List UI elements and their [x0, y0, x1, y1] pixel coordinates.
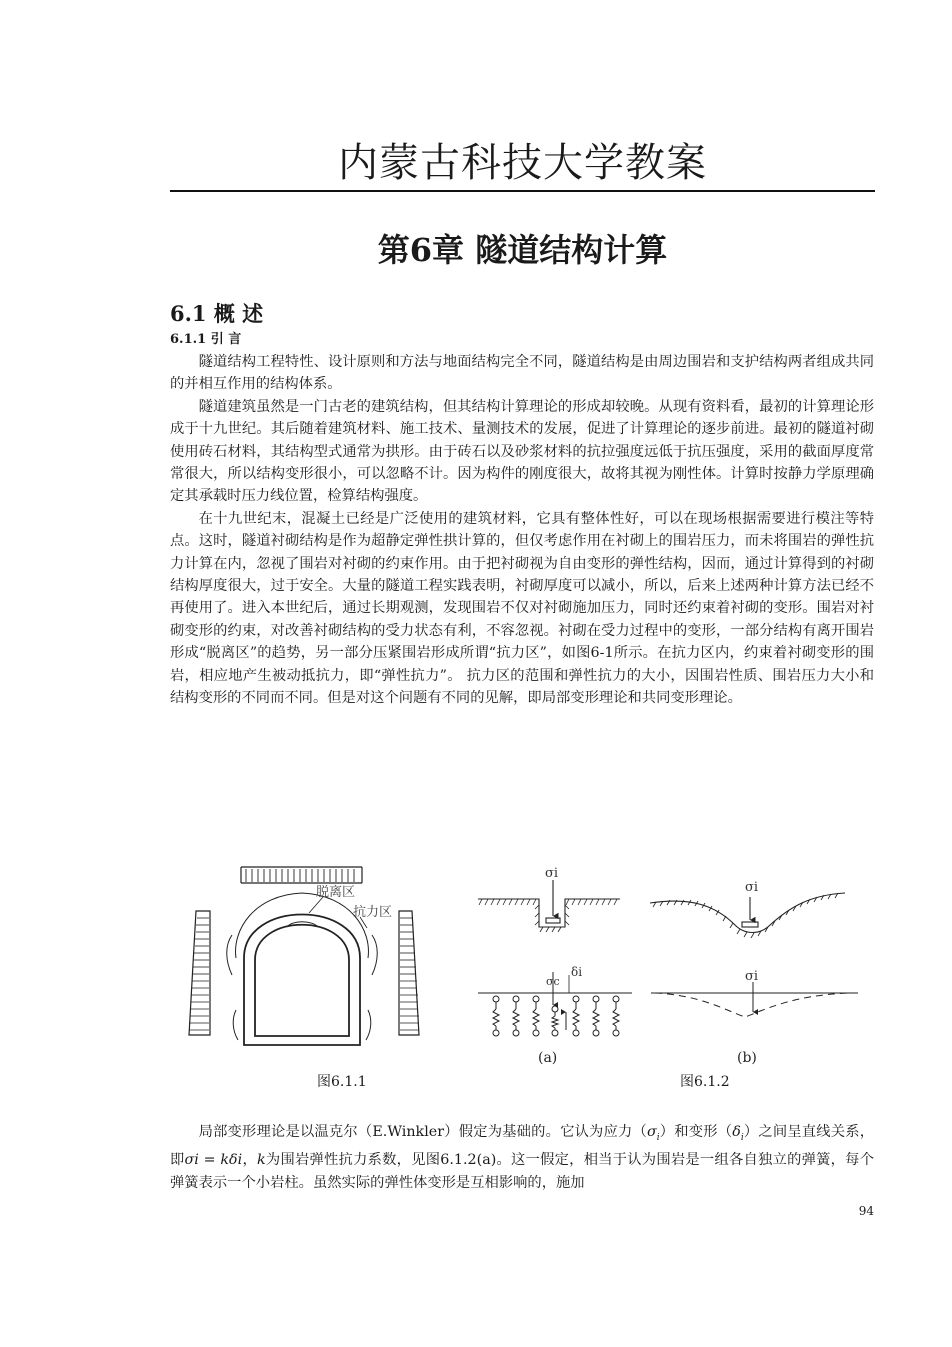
resistance-arc-left [227, 935, 232, 975]
chapter-title: 第6章 隧道结构计算 [377, 231, 668, 269]
paragraph-intro: 隧道结构工程特性、设计原则和方法与地面结构完全不同，隧道结构是由周边围岩和支护结构两者组成共同的并相互作用的结构体系。 [170, 354, 874, 393]
detach-zone-label: 脱离区 [316, 885, 356, 900]
winkler-text-1: 局部变形理论是以温克尔（E.Winkler）假定为基础的。它认为应力（ [198, 1124, 647, 1140]
delta-i-label: δi [571, 965, 583, 979]
winkler-text-4: ， [242, 1152, 258, 1169]
delta-subscript: i [740, 1132, 744, 1143]
document-header-title: 内蒙古科技大学教案 [338, 140, 707, 186]
figure-6-1-2a-top [478, 880, 620, 932]
paragraph-winkler [170, 1121, 874, 1194]
lining-inner [255, 925, 349, 1036]
winkler-formula: σi = kδi [184, 1152, 243, 1169]
resist-zone-label: 抗力区 [353, 905, 393, 920]
figure-6-1-1 [189, 867, 419, 1045]
top-load-arrows [241, 867, 362, 883]
figure-6-1-1-caption: 图6.1.1 [317, 1074, 367, 1090]
paragraph-concrete: 在十九世纪末，混凝土已经是广泛使用的建筑材料，它具有整体性好，可以在现场根据需要进行模注等特点。这时，隧道衬砌结构是作为超静定弹性拱计算的，但仅考虑作用在衬砌上的围岩压力，而未将围岩的弹性抗力计算在内，忽视了围岩对衬砌的约束作用。由于把衬砌视为自由变形的弹性结构，因而，通过计算得到的衬砌结构厚度很大，过于安全。大量的隧道工程实践表明，衬砌厚度可以减小，所以，后来上述两种计算方法已经不再使用了。进入本世纪后，通过长期观测，发现围岩不仅对衬砌施加压力，同时还约束着衬砌的变形。围岩对衬砌变形的约束，对改善衬砌结构的受力状态有利，不容忽视。衬砌在受力过程中的变形，一部分结构有离开围岩形成“脱离区”的趋势，另一部分压紧围岩形成所谓“抗力区”，如图6-1所示。在抗力区内，约束着衬砌变形的围岩，相应地产生被动抵抗力，即“弹性抗力”。 抗力区的范围和弹性抗力的大小，因围岩性质、围岩压力大小和结构变形的不同而不同。但是对这个问题有不同的见解，即局部变形理论和共同变形理论。 [170, 510, 874, 707]
figure-6-1-2b-top [650, 893, 845, 938]
figure-6-1-2b-bottom [651, 982, 858, 1017]
figure-6-1-2-caption: 图6.1.2 [680, 1074, 730, 1090]
right-side-load [399, 911, 419, 1035]
resistance-arc-right [372, 935, 377, 975]
k-symbol: k [257, 1152, 266, 1169]
page-number: 94 [858, 1204, 874, 1218]
sigma-i-label-b-top: σi [745, 880, 759, 895]
section-title: 6.1 概 述 [170, 301, 264, 326]
sigma-i-label-b-bottom: σi [745, 969, 759, 984]
winkler-text-5: 为围岩弹性抗力系数，见图6.1.2(a)。这一假定，相当于认为围岩是一组各自独立的弹簧，每个弹簧表示一个小岩柱。虽然实际的弹性体变形是互相影响的，施加 [170, 1152, 875, 1191]
lining-outer [244, 915, 360, 1046]
left-side-load [189, 911, 210, 1035]
sigma-i-label-a-top: σi [545, 866, 559, 881]
delta-symbol: δ [732, 1124, 741, 1140]
subsection-title: 6.1.1 引 言 [170, 332, 242, 347]
paragraph-history: 隧道建筑虽然是一门古老的建筑结构，但其结构计算理论的形成却较晚。从现有资料看，最初的计算理论形成于十九世纪。其后随着建筑材料、施工技术、量测技术的发展，促进了计算理论的逐步前进。最初的隧道衬砌使用砖石材料，其结构型式通常为拱形。由于砖石以及砂浆材料的抗拉强度远低于抗压强度，采用的截面厚度常常很大，所以结构变形很小，可以忽略不计。因为构件的刚度很大，故将其视为刚性体。计算时按静力学原理确定其承载时压力线位置，检算结构强度。 [170, 398, 874, 505]
sigma-c-label: σc [546, 975, 560, 988]
winkler-text-3: ）之间呈直线关系，即 [170, 1124, 875, 1169]
subfigure-a-label: (a) [538, 1050, 558, 1066]
subfigure-b-label: (b) [737, 1050, 757, 1066]
winkler-text-2: ）和变形（ [659, 1124, 733, 1140]
sigma-subscript: i [656, 1132, 660, 1143]
sigma-symbol: σ [646, 1124, 657, 1140]
